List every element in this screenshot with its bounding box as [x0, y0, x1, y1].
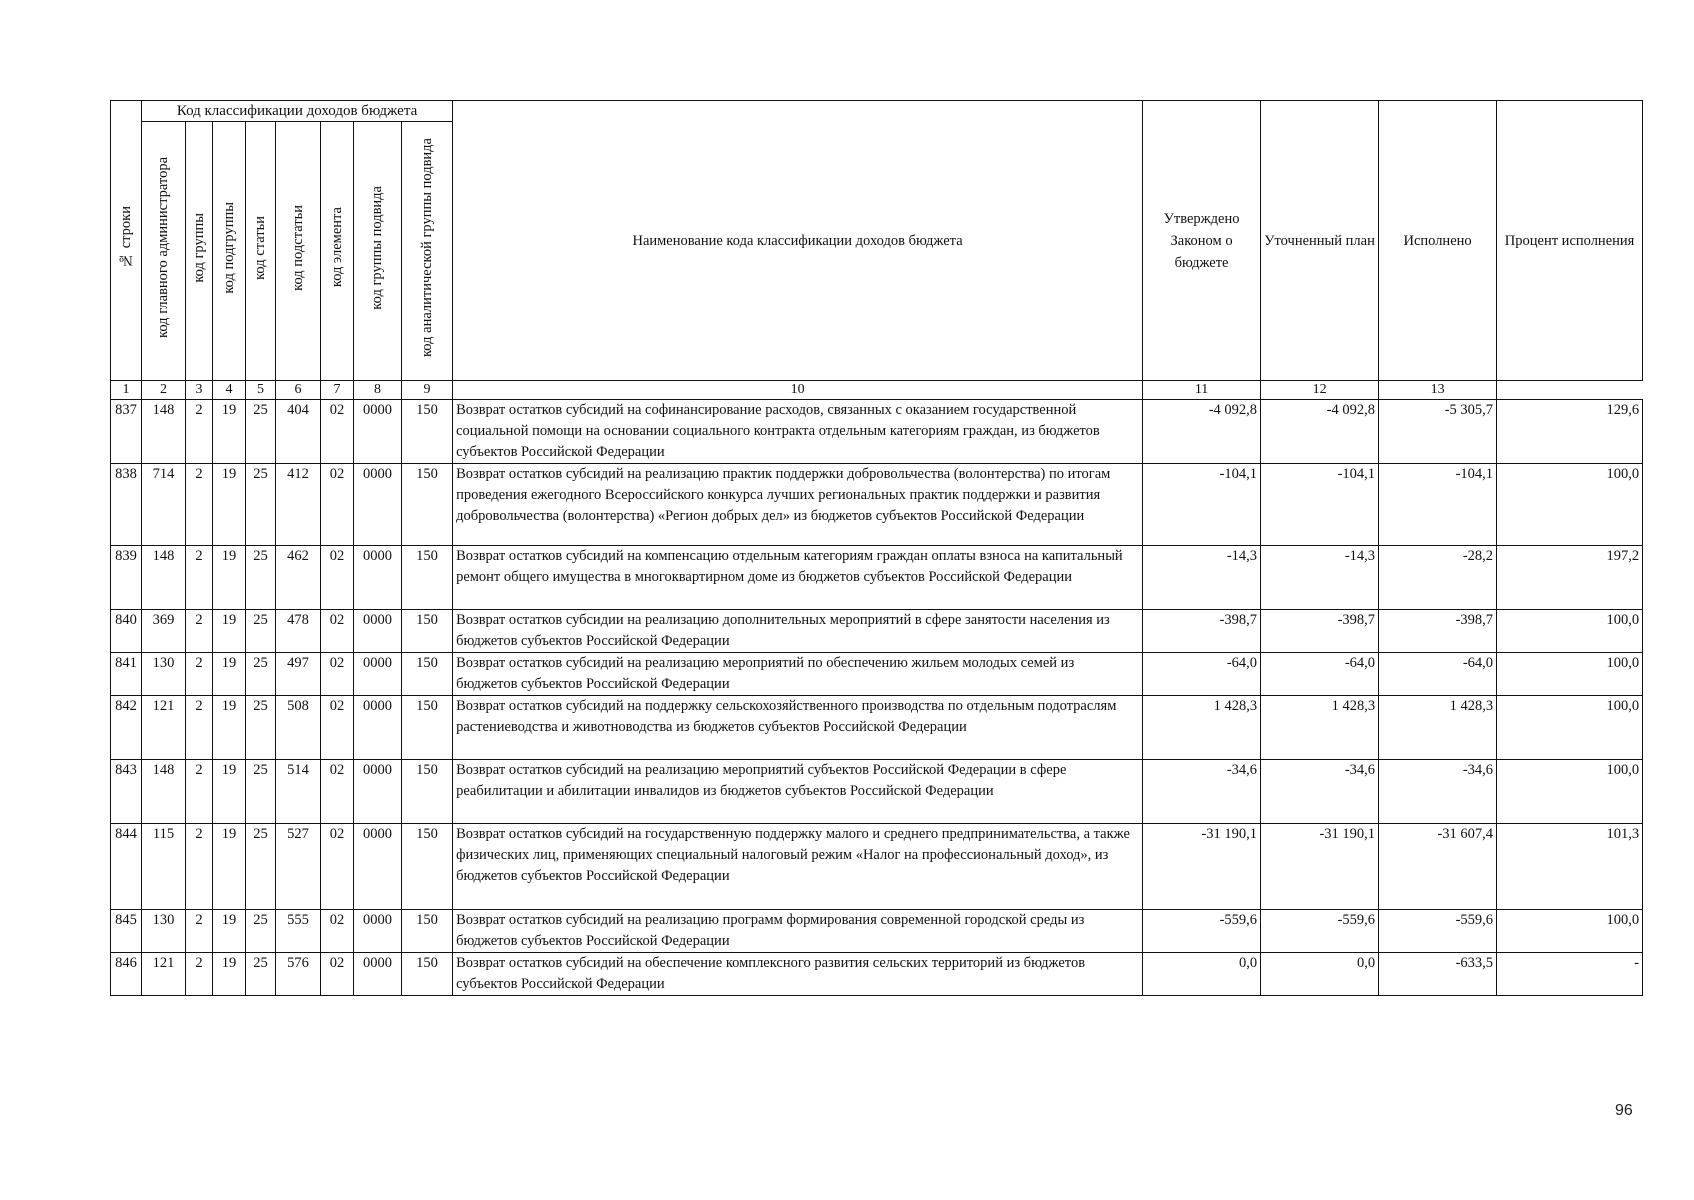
cell-article-code: 25 [246, 546, 276, 610]
header-element-code: код элемента [321, 122, 354, 381]
column-number: 11 [1143, 381, 1261, 400]
cell-article-code: 25 [246, 610, 276, 653]
cell-subtype-group-code: 0000 [354, 464, 402, 546]
column-number: 2 [142, 381, 186, 400]
header-classification-group: Код классификации доходов бюджета [142, 101, 453, 122]
cell-executed: -5 305,7 [1379, 400, 1497, 464]
cell-executed: -633,5 [1379, 953, 1497, 996]
cell-admin-code: 148 [142, 400, 186, 464]
header-article-code: код статьи [246, 122, 276, 381]
page-number: 96 [1615, 1102, 1633, 1119]
cell-subtype-group-code: 0000 [354, 696, 402, 760]
cell-subarticle-code: 527 [276, 824, 321, 910]
cell-subgroup-code: 19 [213, 760, 246, 824]
column-number: 12 [1261, 381, 1379, 400]
cell-percent: 100,0 [1497, 610, 1643, 653]
cell-article-code: 25 [246, 824, 276, 910]
cell-executed: -104,1 [1379, 464, 1497, 546]
cell-admin-code: 369 [142, 610, 186, 653]
header-executed: Исполнено [1379, 101, 1497, 381]
cell-percent: 129,6 [1497, 400, 1643, 464]
header-approved: Утверждено Законом о бюджете [1143, 101, 1261, 381]
table-row [111, 653, 1643, 696]
cell-plan: -31 190,1 [1261, 824, 1379, 910]
cell-approved: -4 092,8 [1143, 400, 1261, 464]
cell-analytic-group-code: 150 [402, 653, 453, 696]
cell-subtype-group-code: 0000 [354, 953, 402, 996]
cell-name: Возврат остатков субсидий на реализацию программ формирования современной городской среды из бюджетов субъектов Российской Федерации [453, 910, 1143, 953]
cell-subtype-group-code: 0000 [354, 400, 402, 464]
header-plan: Уточненный план [1261, 101, 1379, 381]
cell-group-code: 2 [186, 546, 213, 610]
cell-approved: -31 190,1 [1143, 824, 1261, 910]
row-number: 845 [111, 910, 142, 953]
cell-element-code: 02 [321, 610, 354, 653]
cell-subarticle-code: 412 [276, 464, 321, 546]
table-row [111, 464, 1643, 546]
column-number: 8 [354, 381, 402, 400]
cell-plan: 0,0 [1261, 953, 1379, 996]
cell-subtype-group-code: 0000 [354, 824, 402, 910]
cell-plan: -14,3 [1261, 546, 1379, 610]
cell-name: Возврат остатков субсидий на реализацию мероприятий субъектов Российской Федерации в сфере реабилитации и абилитации инвалидов из бюджетов субъектов Российской Федерации [453, 760, 1143, 824]
cell-admin-code: 121 [142, 953, 186, 996]
cell-approved: -398,7 [1143, 610, 1261, 653]
row-number: 843 [111, 760, 142, 824]
cell-group-code: 2 [186, 610, 213, 653]
cell-subtype-group-code: 0000 [354, 910, 402, 953]
cell-subgroup-code: 19 [213, 610, 246, 653]
cell-article-code: 25 [246, 910, 276, 953]
cell-article-code: 25 [246, 400, 276, 464]
cell-element-code: 02 [321, 910, 354, 953]
row-number: 838 [111, 464, 142, 546]
row-number: 841 [111, 653, 142, 696]
cell-group-code: 2 [186, 910, 213, 953]
cell-subtype-group-code: 0000 [354, 653, 402, 696]
cell-executed: -34,6 [1379, 760, 1497, 824]
column-number: 9 [402, 381, 453, 400]
cell-subgroup-code: 19 [213, 653, 246, 696]
header-subgroup-code: код подгруппы [213, 122, 246, 381]
header-row-number: № строки [111, 101, 142, 381]
cell-plan: -398,7 [1261, 610, 1379, 653]
cell-analytic-group-code: 150 [402, 824, 453, 910]
cell-percent: 100,0 [1497, 910, 1643, 953]
cell-name: Возврат остатков субсидий на обеспечение комплексного развития сельских территорий из бюджетов субъектов Российской Федерации [453, 953, 1143, 996]
cell-analytic-group-code: 150 [402, 953, 453, 996]
cell-name: Возврат остатков субсидий на компенсацию отдельным категориям граждан оплаты взноса на капитальный ремонт общего имущества в многоквартирном доме из бюджетов субъектов Российской Федерации [453, 546, 1143, 610]
cell-subgroup-code: 19 [213, 910, 246, 953]
cell-subtype-group-code: 0000 [354, 760, 402, 824]
cell-percent: 100,0 [1497, 696, 1643, 760]
cell-article-code: 25 [246, 760, 276, 824]
cell-element-code: 02 [321, 464, 354, 546]
cell-subgroup-code: 19 [213, 400, 246, 464]
cell-element-code: 02 [321, 546, 354, 610]
cell-group-code: 2 [186, 400, 213, 464]
cell-percent: 100,0 [1497, 464, 1643, 546]
budget-revenue-table [110, 100, 1643, 996]
row-number: 844 [111, 824, 142, 910]
cell-name: Возврат остатков субсидии на реализацию дополнительных мероприятий в сфере занятости населения из бюджетов субъектов Российской Федерации [453, 610, 1143, 653]
column-number: 5 [246, 381, 276, 400]
cell-percent: 101,3 [1497, 824, 1643, 910]
table-row [111, 696, 1643, 760]
cell-analytic-group-code: 150 [402, 464, 453, 546]
cell-group-code: 2 [186, 696, 213, 760]
cell-percent: 100,0 [1497, 653, 1643, 696]
row-number: 837 [111, 400, 142, 464]
cell-analytic-group-code: 150 [402, 610, 453, 653]
cell-subgroup-code: 19 [213, 953, 246, 996]
header-group-code: код группы [186, 122, 213, 381]
cell-approved: -64,0 [1143, 653, 1261, 696]
header-percent: Процент исполнения [1497, 101, 1643, 381]
cell-admin-code: 130 [142, 653, 186, 696]
cell-article-code: 25 [246, 653, 276, 696]
cell-element-code: 02 [321, 760, 354, 824]
cell-subtype-group-code: 0000 [354, 610, 402, 653]
cell-approved: -34,6 [1143, 760, 1261, 824]
row-number: 839 [111, 546, 142, 610]
column-numbers-row [111, 381, 1643, 400]
cell-subarticle-code: 555 [276, 910, 321, 953]
cell-name: Возврат остатков субсидий на реализацию практик поддержки добровольчества (волонтерства) по итогам проведения ежегодного Всероссийского конкурса лучших региональных практик поддержки и развития добровольчества (волонтерства) «Регион добрых дел» из бюджетов субъектов Российской Федерации [453, 464, 1143, 546]
cell-element-code: 02 [321, 696, 354, 760]
cell-plan: -4 092,8 [1261, 400, 1379, 464]
cell-group-code: 2 [186, 653, 213, 696]
cell-plan: -104,1 [1261, 464, 1379, 546]
column-number: 3 [186, 381, 213, 400]
column-number: 10 [453, 381, 1143, 400]
cell-admin-code: 714 [142, 464, 186, 546]
row-number: 846 [111, 953, 142, 996]
cell-subtype-group-code: 0000 [354, 546, 402, 610]
cell-percent: 100,0 [1497, 760, 1643, 824]
table-row [111, 400, 1643, 464]
cell-admin-code: 148 [142, 546, 186, 610]
column-number: 1 [111, 381, 142, 400]
column-number: 6 [276, 381, 321, 400]
cell-name: Возврат остатков субсидий на государственную поддержку малого и среднего предпринимательства, а также физических лиц, применяющих специальный налоговый режим «Налог на профессиональный доход», из бюджетов субъектов Российской Федерации [453, 824, 1143, 910]
cell-percent: 197,2 [1497, 546, 1643, 610]
cell-element-code: 02 [321, 953, 354, 996]
cell-plan: -34,6 [1261, 760, 1379, 824]
cell-analytic-group-code: 150 [402, 910, 453, 953]
cell-element-code: 02 [321, 824, 354, 910]
table-row [111, 953, 1643, 996]
cell-plan: -64,0 [1261, 653, 1379, 696]
cell-article-code: 25 [246, 464, 276, 546]
cell-admin-code: 115 [142, 824, 186, 910]
cell-subarticle-code: 514 [276, 760, 321, 824]
cell-approved: 1 428,3 [1143, 696, 1261, 760]
column-number: 4 [213, 381, 246, 400]
cell-article-code: 25 [246, 696, 276, 760]
cell-subgroup-code: 19 [213, 464, 246, 546]
table-row [111, 610, 1643, 653]
cell-admin-code: 148 [142, 760, 186, 824]
cell-approved: 0,0 [1143, 953, 1261, 996]
cell-subarticle-code: 478 [276, 610, 321, 653]
cell-percent: - [1497, 953, 1643, 996]
cell-group-code: 2 [186, 464, 213, 546]
header-subtype-group-code: код группы подвида [354, 122, 402, 381]
cell-plan: -559,6 [1261, 910, 1379, 953]
cell-executed: -31 607,4 [1379, 824, 1497, 910]
table-row [111, 910, 1643, 953]
cell-analytic-group-code: 150 [402, 400, 453, 464]
cell-executed: -64,0 [1379, 653, 1497, 696]
cell-executed: 1 428,3 [1379, 696, 1497, 760]
budget-table-container [110, 100, 1642, 996]
cell-subarticle-code: 508 [276, 696, 321, 760]
cell-subgroup-code: 19 [213, 696, 246, 760]
cell-plan: 1 428,3 [1261, 696, 1379, 760]
column-number: 7 [321, 381, 354, 400]
cell-name: Возврат остатков субсидий на реализацию мероприятий по обеспечению жильем молодых семей из бюджетов субъектов Российской Федерации [453, 653, 1143, 696]
cell-article-code: 25 [246, 953, 276, 996]
cell-group-code: 2 [186, 760, 213, 824]
header-admin-code: код главного администратора [142, 122, 186, 381]
cell-admin-code: 130 [142, 910, 186, 953]
cell-subarticle-code: 497 [276, 653, 321, 696]
cell-subarticle-code: 576 [276, 953, 321, 996]
cell-executed: -559,6 [1379, 910, 1497, 953]
cell-element-code: 02 [321, 653, 354, 696]
cell-subgroup-code: 19 [213, 824, 246, 910]
header-name: Наименование кода классификации доходов бюджета [453, 101, 1143, 381]
header-subarticle-code: код подстатьи [276, 122, 321, 381]
cell-name: Возврат остатков субсидий на поддержку сельскохозяйственного производства по отдельным подотраслям растениеводства и животноводства из бюджетов субъектов Российской Федерации [453, 696, 1143, 760]
cell-approved: -14,3 [1143, 546, 1261, 610]
table-row [111, 760, 1643, 824]
cell-subarticle-code: 462 [276, 546, 321, 610]
header-analytic-group-code: код аналитической группы подвида [402, 122, 453, 381]
cell-executed: -28,2 [1379, 546, 1497, 610]
cell-analytic-group-code: 150 [402, 546, 453, 610]
cell-approved: -559,6 [1143, 910, 1261, 953]
column-number: 13 [1379, 381, 1497, 400]
cell-analytic-group-code: 150 [402, 760, 453, 824]
cell-executed: -398,7 [1379, 610, 1497, 653]
cell-group-code: 2 [186, 953, 213, 996]
row-number: 842 [111, 696, 142, 760]
cell-name: Возврат остатков субсидий на софинансирование расходов, связанных с оказанием государственной социальной помощи на основании социального контракта отдельным категориям граждан, из бюджетов субъектов Российской Федерации [453, 400, 1143, 464]
table-row [111, 824, 1643, 910]
cell-subarticle-code: 404 [276, 400, 321, 464]
table-row [111, 546, 1643, 610]
row-number: 840 [111, 610, 142, 653]
cell-analytic-group-code: 150 [402, 696, 453, 760]
cell-approved: -104,1 [1143, 464, 1261, 546]
cell-element-code: 02 [321, 400, 354, 464]
cell-group-code: 2 [186, 824, 213, 910]
cell-admin-code: 121 [142, 696, 186, 760]
cell-subgroup-code: 19 [213, 546, 246, 610]
